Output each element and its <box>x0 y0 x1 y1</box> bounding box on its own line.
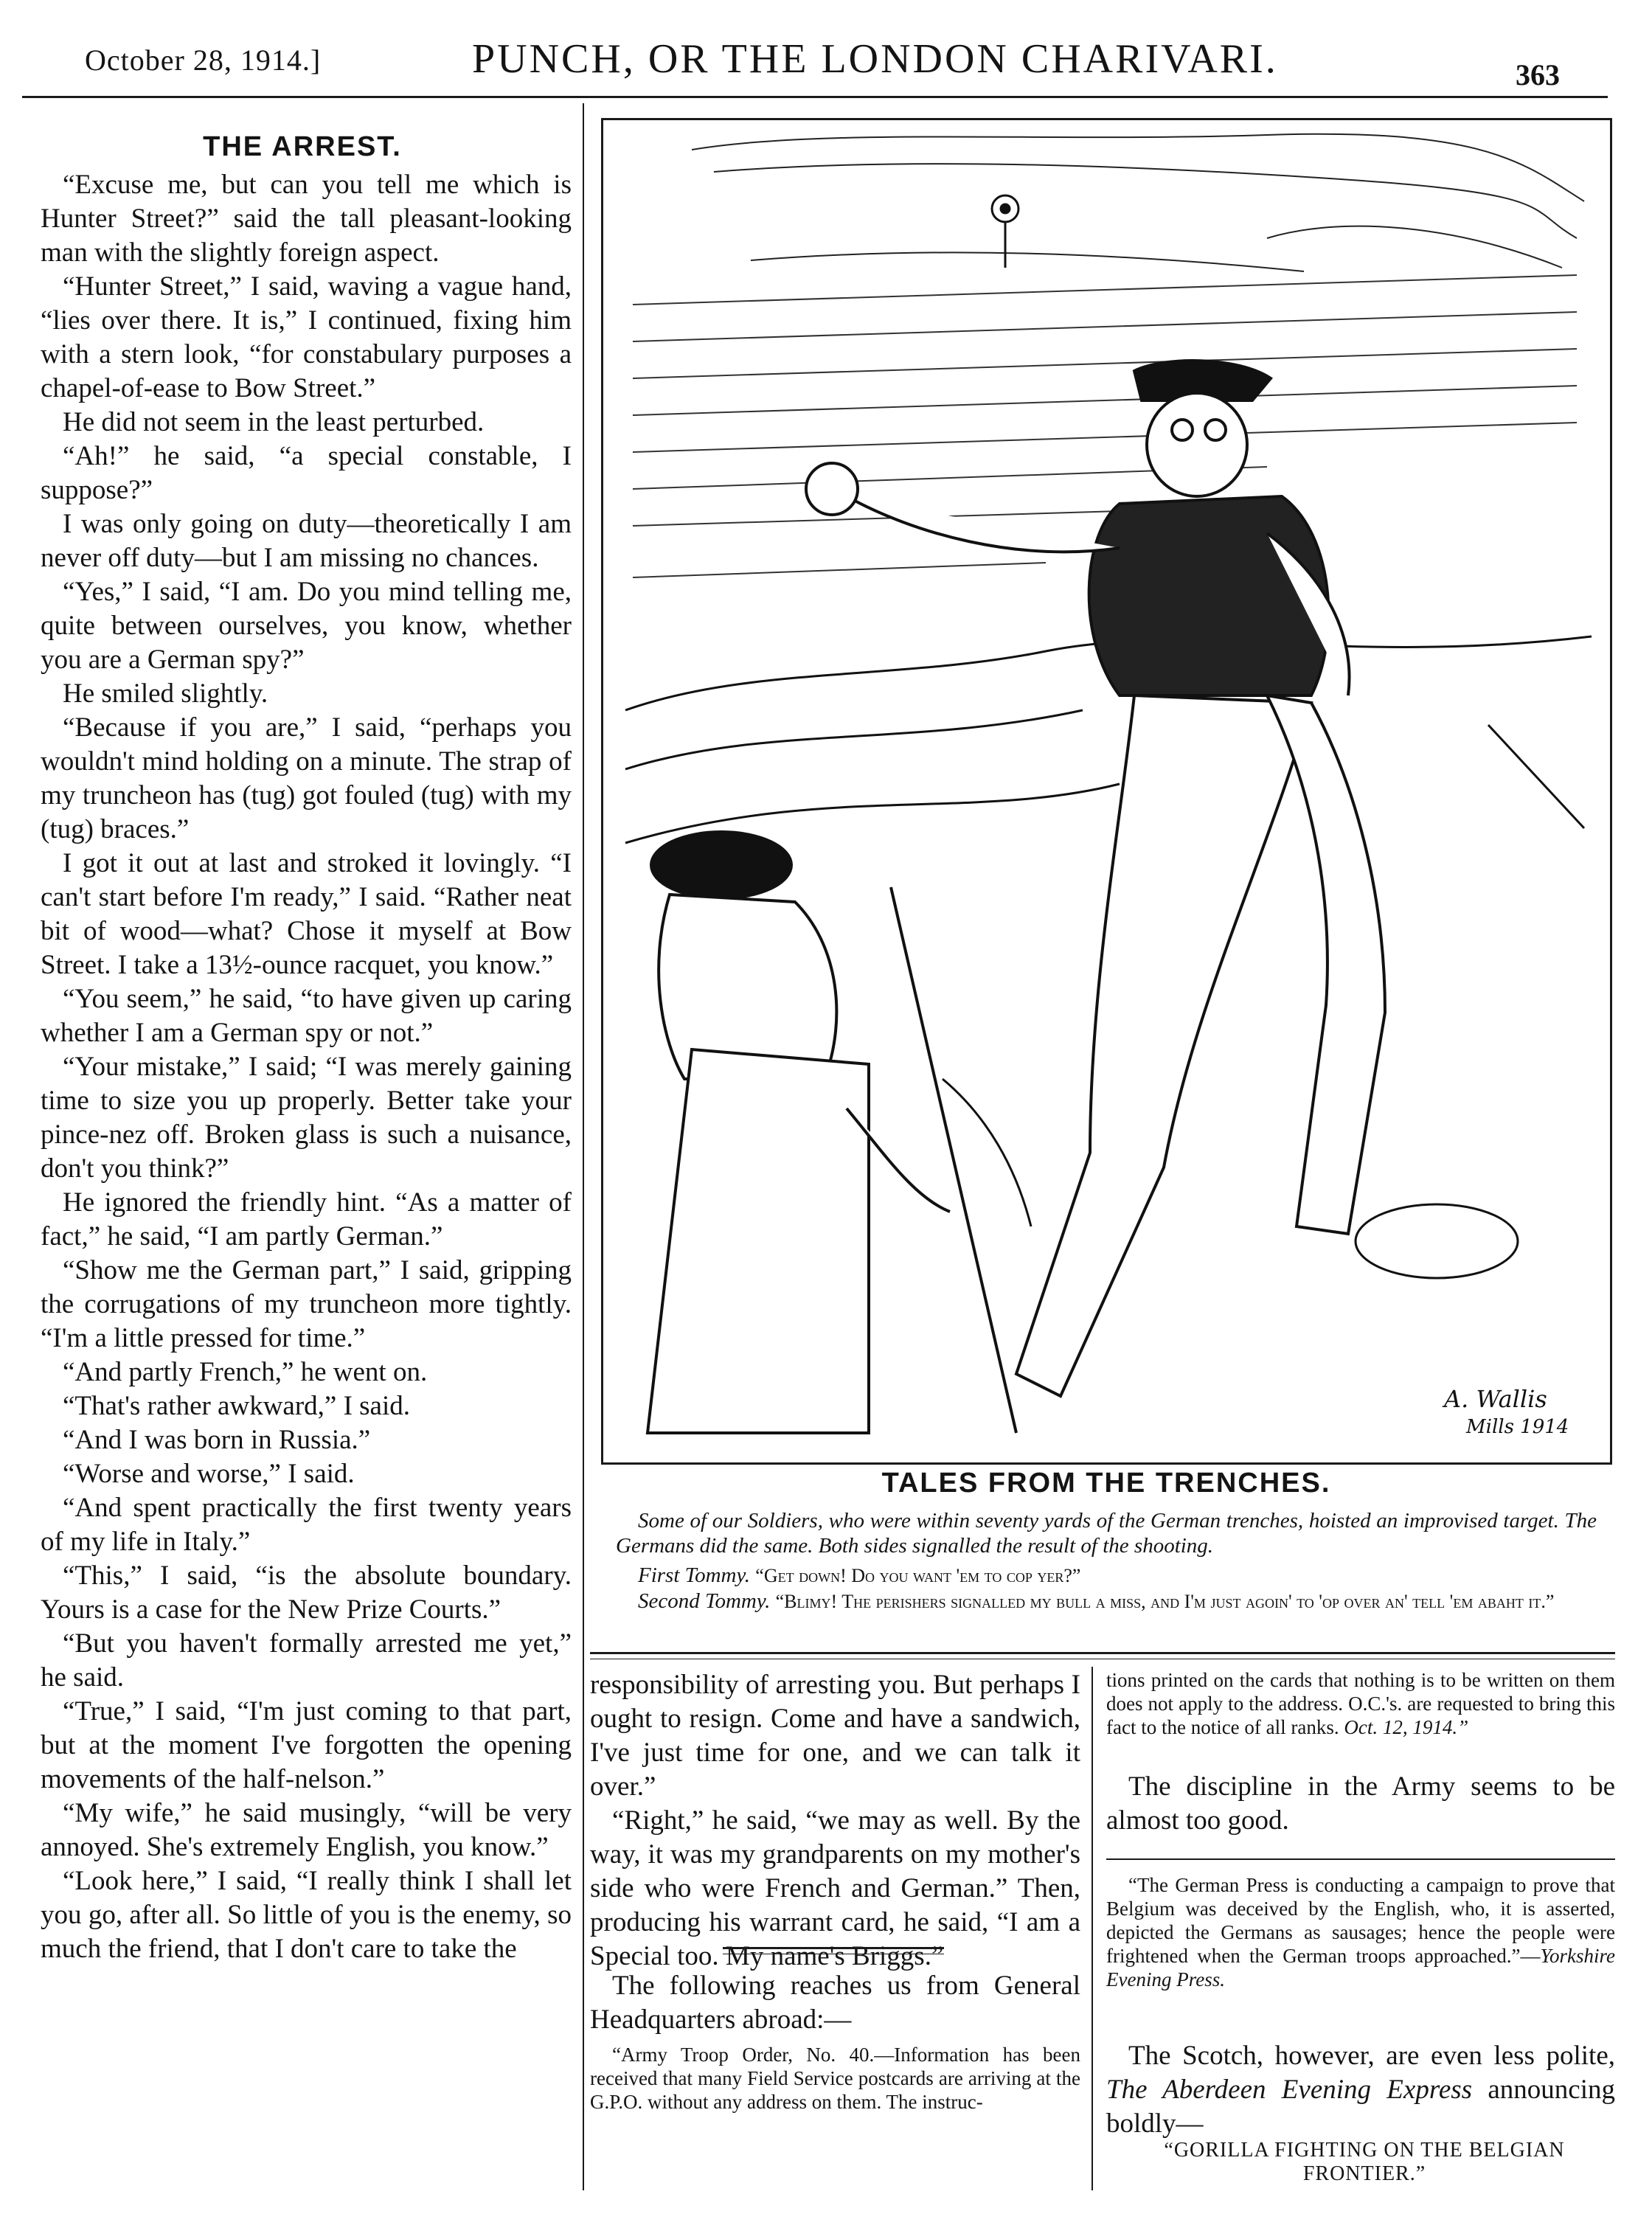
cartoon-title: TALES FROM THE TRENCHES. <box>881 1468 1331 1499</box>
article-paragraph: “Excuse me, but can you tell me which is Hunter Street?” said the tall pleasant-looking man with the slightly foreign aspect. <box>41 170 572 268</box>
page-header <box>0 0 1652 103</box>
headquarters-intro-block <box>590 1969 1080 2037</box>
press-quote-text: “The German Press is conducting a campaign to prove that Belgium was deceived by the English, who, it is asserted, depicted the Germans as sausages; hence the people were frightened when the German troops approached.”— <box>1106 1874 1615 1967</box>
column-divider-1 <box>583 103 584 2190</box>
section-double-rule <box>590 1652 1615 1659</box>
scotch-comment-start: The Scotch, however, are even less polite, <box>1128 2041 1615 2071</box>
article-title: THE ARREST. <box>203 131 402 162</box>
article-paragraph: “You seem,” he said, “to have given up caring whether I am a German spy or not.” <box>41 984 572 1048</box>
gorilla-headline: “GORILLA FIGHTING ON THE BELGIAN FRONTIER.” <box>1164 2139 1565 2185</box>
article-paragraph: “Look here,” I said, “I really think I shall let you go, after all. So little of you is the enemy, so much the friend, that I don't care to take the <box>41 1866 572 1964</box>
cartoon-caption-text: Some of our Soldiers, who were within seventy yards of the German trenches, hoisted an improvised target. The Germans did the same. Both sides signalled the result of the shooting. <box>616 1509 1597 1558</box>
sky-clouds <box>692 134 1584 271</box>
article-paragraph: responsibility of arresting you. But perhaps I ought to resign. Come and have a sandwich, I've just time for one, and we can talk it over.” <box>590 1670 1080 1802</box>
army-order-text: “Army Troop Order, No. 40.—Information has been received that many Field Service postcards are arriving at the G.P.O. without any address on them. The instruc- <box>590 2044 1080 2113</box>
article-paragraph: “My wife,” he said musingly, “will be very annoyed. She's extremely English, you know.” <box>41 1798 572 1862</box>
article-paragraph: He ignored the friendly hint. “As a matter of fact,” he said, “I am partly German.” <box>41 1187 572 1252</box>
article-paragraph: “Show me the German part,” I said, gripping the corrugations of my truncheon more tightly. “I'm a little pressed for time.” <box>41 1255 572 1353</box>
page-number: 363 <box>1516 58 1560 91</box>
press-source: Yorkshire Evening Press. <box>1106 1945 1615 1990</box>
article-paragraph: “But you haven't formally arrested me yet,” he said. <box>41 1628 572 1693</box>
speech-2: “Blimy! The perishers signalled my bull a miss, and I'm just agoin' to 'op over an' tell 'em abaht it.” <box>775 1591 1555 1612</box>
article-paragraph: “That's rather awkward,” I said. <box>63 1391 411 1421</box>
article-paragraph: “Worse and worse,” I said. <box>63 1459 355 1489</box>
article-paragraph: I was only going on duty—theoretically I am never off duty—but I am missing no chances. <box>41 509 572 573</box>
article-column-2 <box>590 1668 1080 1974</box>
army-order-date: Oct. 12, 1914.” <box>1344 1716 1469 1738</box>
speech-1: “Get down! Do you want 'em to cop yer?” <box>755 1565 1081 1586</box>
masthead-title: PUNCH, OR THE LONDON CHARIVARI. <box>472 36 1278 82</box>
press-rule <box>1106 1858 1615 1860</box>
army-order-block <box>590 2043 1080 2114</box>
scotch-comment <box>1106 2039 1615 2141</box>
cartoon-caption <box>616 1508 1597 1614</box>
article-paragraph: “Because if you are,” I said, “perhaps you wouldn't mind holding on a minute. The strap of my truncheon has (tug) got fouled (tug) with my (tug) braces.” <box>41 712 572 844</box>
press-quote <box>1106 1873 1615 1991</box>
artist-signature-mark-2: Mills 1914 <box>1466 1416 1569 1438</box>
column-divider-2 <box>1092 1667 1093 2190</box>
article-column-1 <box>41 168 572 2174</box>
article-paragraph: “Right,” he said, “we may as well. By the way, it was my grandparents on my mother's side who were French and German.” Then, producing his warrant card, he said, “I am a Special too. My name's Briggs.” <box>590 1805 1080 1971</box>
speaker-1: First Tommy. <box>638 1563 751 1587</box>
target-icon <box>992 195 1018 268</box>
article-paragraph: I got it out at last and stroked it lovingly. “I can't start before I'm ready,” I said. “Rather neat bit of wood—what? Chose it myself at Bow Street. I take a 13½-ounce racquet, you know.” <box>41 848 572 980</box>
army-order-cont-text: tions printed on the cards that nothing is to be written on them does not apply to the address. O.C.'s. are requested to bring this fact to the notice of all ranks. <box>1106 1669 1615 1738</box>
headquarters-intro: The following reaches us from General Headquarters abroad:— <box>590 1971 1080 2035</box>
article-paragraph: “And partly French,” he went on. <box>63 1357 428 1387</box>
crouching-soldier <box>648 832 1016 1433</box>
article-paragraph: “Ah!” he said, “a special constable, I suppose?” <box>41 441 572 505</box>
article-paragraph: “Yes,” I said, “I am. Do you mind telling me, quite between ourselves, you know, whether you are a German spy?” <box>41 577 572 675</box>
scotch-comment-end: announcing boldly— <box>1106 2075 1615 2139</box>
article-paragraph: “And I was born in Russia.” <box>63 1425 371 1455</box>
article-paragraph: “Hunter Street,” I said, waving a vague hand, “lies over there. It is,” I continued, fixing him with a stern look, “for constabulary purposes a chapel-of-ease to Bow Street.” <box>41 271 572 403</box>
article-paragraph: “And spent practically the first twenty years of my life in Italy.” <box>41 1493 572 1557</box>
army-order-continued-block <box>1106 1668 1615 1739</box>
article-paragraph: He smiled slightly. <box>63 678 268 709</box>
first-tommy-line <box>616 1563 1597 1589</box>
cartoon-frame <box>601 118 1612 1465</box>
speaker-2: Second Tommy. <box>638 1589 771 1613</box>
army-order-continued <box>1106 1668 1615 1739</box>
cartoon-illustration <box>603 120 1610 1462</box>
scotch-comment-paper: The Aberdeen Evening Express <box>1106 2075 1473 2105</box>
issue-date: October 28, 1914.] <box>85 44 322 77</box>
standing-soldier <box>806 361 1385 1396</box>
second-tommy-line <box>616 1589 1597 1614</box>
artist-signature-mark: A. Wallis <box>1444 1385 1547 1413</box>
scotch-comment-block <box>1106 2039 1615 2141</box>
article-paragraph: “True,” I said, “I'm just coming to that part, but at the moment I've forgotten the opening movements of the half-nelson.” <box>41 1696 572 1794</box>
press-quote-block <box>1106 1873 1615 1991</box>
header-rule <box>22 96 1608 98</box>
article-paragraph: He did not seem in the least perturbed. <box>63 407 485 437</box>
article-end-rule <box>723 1947 944 1954</box>
discipline-comment: The discipline in the Army seems to be almost too good. <box>1106 1771 1615 1836</box>
article-paragraph: “This,” I said, “is the absolute boundary. Yours is a case for the New Prize Courts.” <box>41 1561 572 1625</box>
article-paragraph: “Your mistake,” I said; “I was merely gaining time to size you up properly. Better take your pince-nez off. Broken glass is such a nuisance, don't you think?” <box>41 1052 572 1184</box>
discipline-comment-block <box>1106 1770 1615 1838</box>
